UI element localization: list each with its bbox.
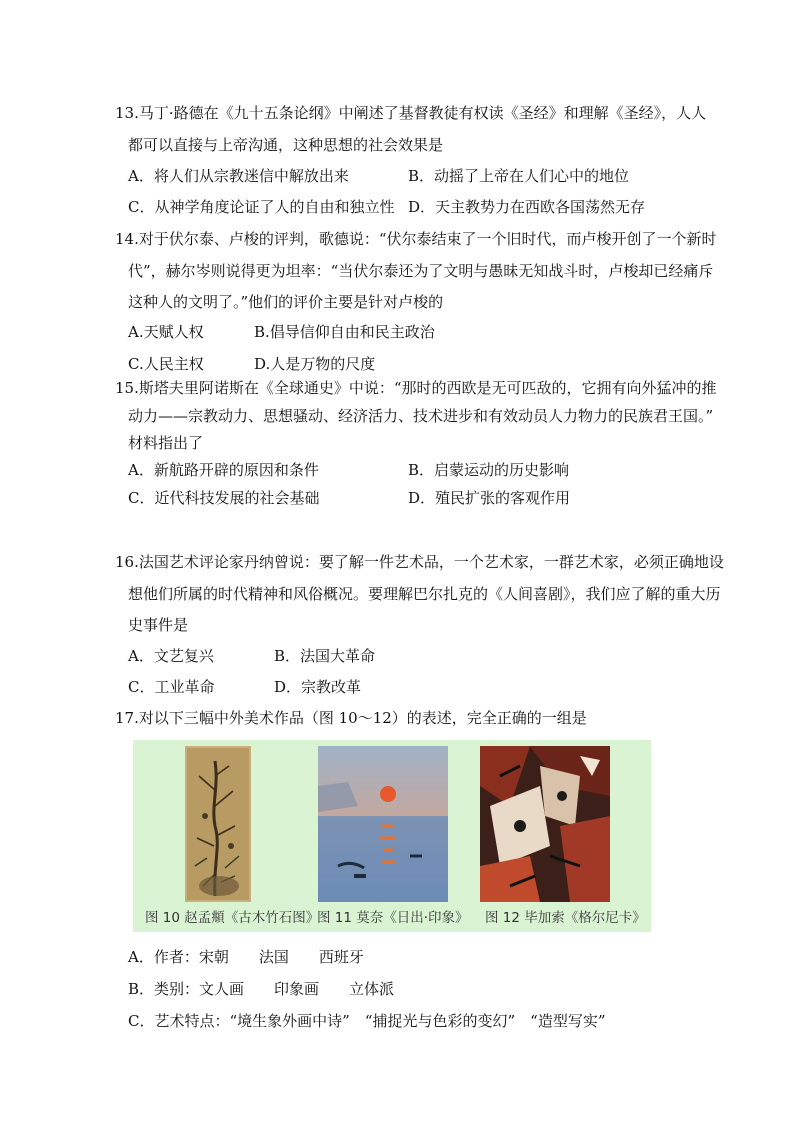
- figure-12-painting: [480, 746, 610, 902]
- q15-stem-line2: 动力——宗教动力、思想骚动、经济活力、技术进步和有效动员人力物力的民族君王国。”: [128, 407, 714, 425]
- q14-stem-line1: 14.对于伏尔泰、卢梭的评判，歌德说：“伏尔泰结束了一个旧时代，而卢梭开创了一个新时: [115, 230, 717, 248]
- q17-option-c: C．艺术特点：“境生象外画中诗” “捕捉光与色彩的变幻” “造型写实”: [128, 1012, 606, 1030]
- figure-11-caption: 图 11 莫奈《日出·印象》: [317, 910, 469, 926]
- figure-12-caption: 图 12 毕加索《格尔尼卡》: [485, 910, 646, 926]
- q13-stem-line2: 都可以直接与上帝沟通，这种思想的社会效果是: [128, 136, 444, 154]
- figure-10-painting: [185, 746, 251, 902]
- figure-11-painting: [318, 746, 448, 902]
- q14-stem-line3: 这种人的文明了。”他们的评价主要是针对卢梭的: [128, 293, 444, 311]
- q15-stem-line3: 材料指出了: [128, 434, 204, 452]
- q16-option-c: C．工业革命: [128, 678, 215, 696]
- q15-option-a: A．新航路开辟的原因和条件: [128, 461, 319, 479]
- q15-option-d: D．殖民扩张的客观作用: [408, 489, 571, 507]
- q14-stem-line2: 代”，赫尔岑则说得更为坦率：“当伏尔泰还为了文明与愚昧无知战斗时，卢梭却已经痛斥: [128, 262, 714, 280]
- artwork-figure-panel: [133, 740, 651, 932]
- q13-option-a: A．将人们从宗教迷信中解放出来: [128, 167, 349, 185]
- q16-option-b: B．法国大革命: [274, 647, 376, 665]
- q13-option-b: B．动摇了上帝在人们心中的地位: [408, 167, 630, 185]
- q13-option-d: D．天主教势力在西欧各国荡然无存: [408, 198, 646, 216]
- figure-10-caption: 图 10 赵孟頫《古木竹石图》: [145, 910, 320, 926]
- q16-option-a: A．文艺复兴: [128, 647, 214, 665]
- q14-option-c: C.人民主权: [128, 355, 204, 373]
- q13-option-c: C．从神学角度论证了人的自由和独立性: [128, 198, 395, 216]
- q16-option-d: D．宗教改革: [274, 678, 362, 696]
- q15-stem-line1: 15.斯塔夫里阿诺斯在《全球通史》中说：“那时的西欧是无可匹敌的，它拥有向外猛冲的推: [115, 379, 717, 397]
- q17-stem-line1: 17.对以下三幅中外美术作品（图 10～12）的表述，完全正确的一组是: [115, 709, 587, 727]
- q16-stem-line3: 史事件是: [128, 616, 189, 634]
- q16-stem-line1: 16.法国艺术评论家丹纳曾说：要了解一件艺术品，一个艺术家，一群艺术家，必须正确地设: [115, 553, 724, 571]
- q17-option-a: A．作者：宋朝 法国 西班牙: [128, 948, 364, 966]
- q14-option-a: A.天赋人权: [128, 323, 204, 341]
- q15-option-c: C．近代科技发展的社会基础: [128, 489, 320, 507]
- q16-stem-line2: 想他们所属的时代精神和风俗概况。要理解巴尔扎克的《人间喜剧》，我们应了解的重大历: [128, 585, 721, 603]
- q14-option-b: B.倡导信仰自由和民主政治: [254, 323, 435, 341]
- q15-option-b: B．启蒙运动的历史影响: [408, 461, 570, 479]
- q13-stem-line1: 13.马丁·路德在《九十五条论纲》中阐述了基督教徒有权读《圣经》和理解《圣经》，人人: [115, 104, 707, 122]
- q17-option-b: B．类别：文人画 印象画 立体派: [128, 980, 395, 998]
- q14-option-d: D.人是万物的尺度: [254, 355, 376, 373]
